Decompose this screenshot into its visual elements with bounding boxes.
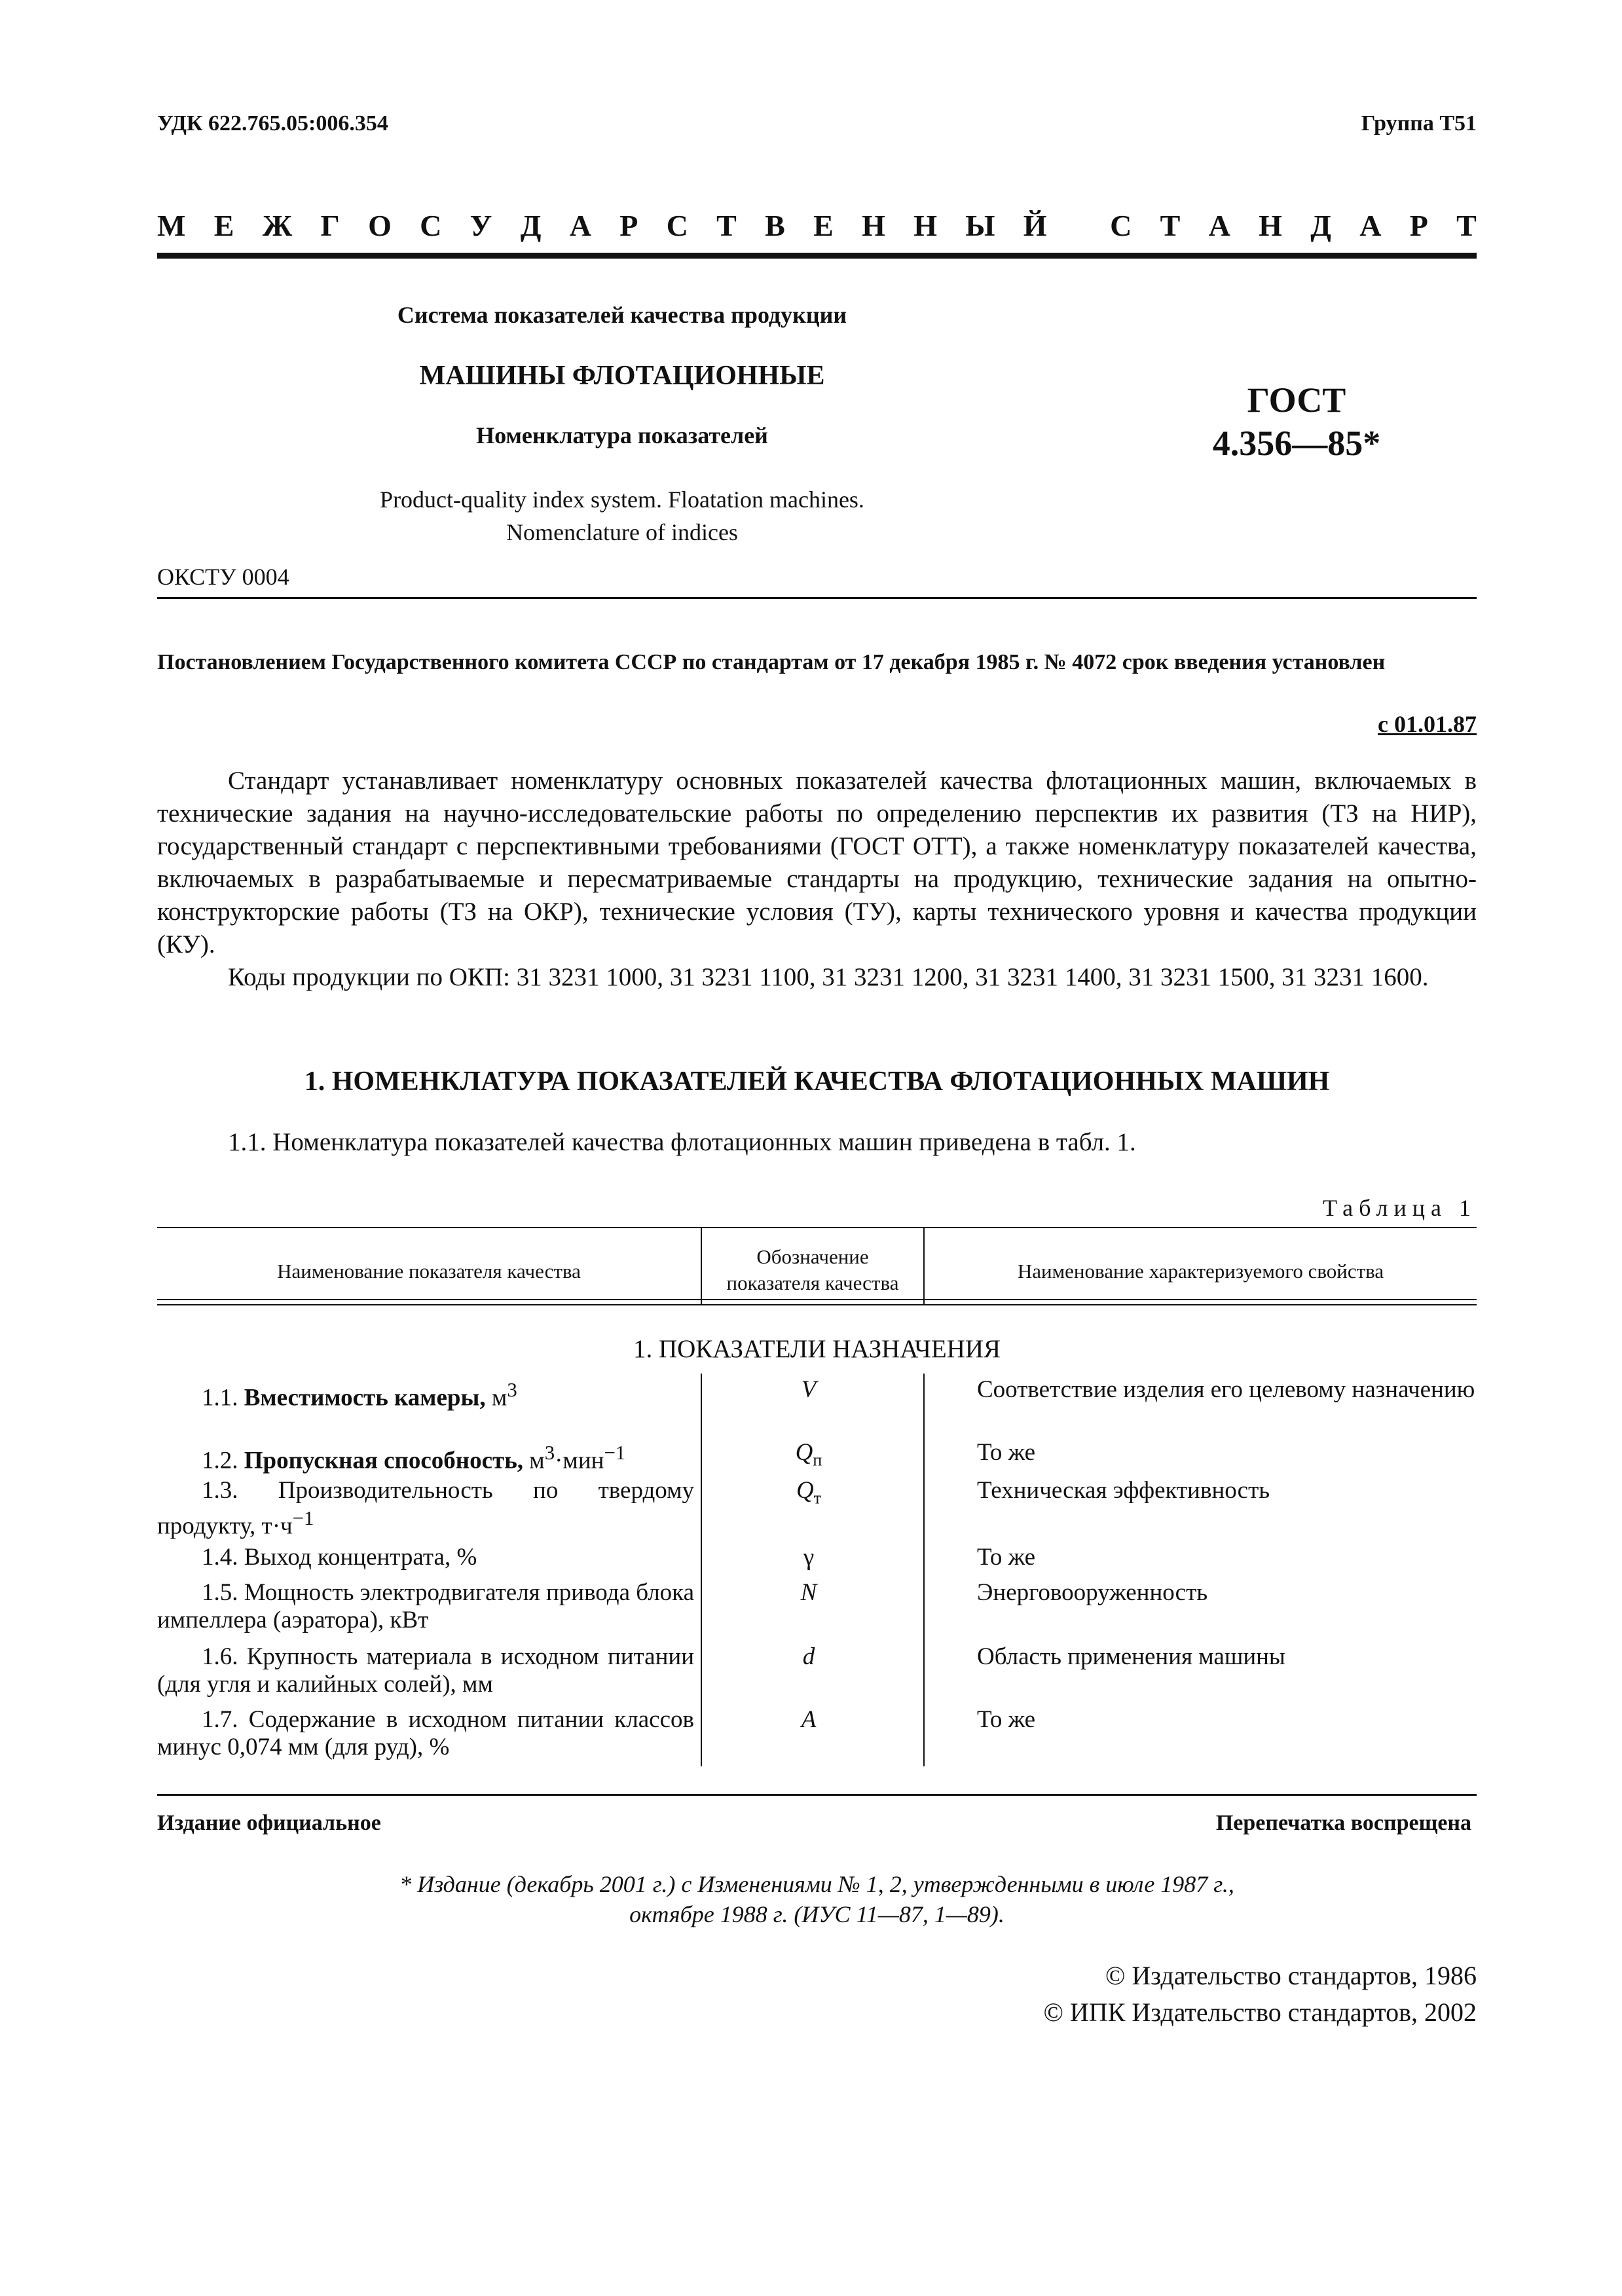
intro-paragraph: Стандарт устанавливает номенклатуру основных показателей качества флотационных машин, включаемых в технические задания на научно-исследовательские работы по определению перспектив их развития (ТЗ на НИР), государственный стандарт с перспективными требованиями (ГОСТ ОТТ), а также номенклатуру показателей качества, включаемых в разрабатываемые и пересматриваемые стандарты на продукцию, технические задания на опытно-конструкторские работы (ТЗ на ОКР), технические условия (ТУ), карты технического уровня и качества продукции (КУ). xyxy=(157,767,1477,958)
banner-letter: Й xyxy=(1023,209,1047,242)
document-subtitle: Номенклатура показателей xyxy=(476,422,768,448)
banner-letter: С xyxy=(666,209,688,242)
copyright-line: © Издательство стандартов, 1986 xyxy=(1105,1961,1477,1990)
udk-code: УДК 622.765.05:006.354 xyxy=(157,111,388,136)
table-column-divider xyxy=(923,1228,925,1304)
banner-letter: С xyxy=(420,209,442,242)
interstate-standard-banner xyxy=(157,208,1477,243)
unit-exponent: −1 xyxy=(604,1442,626,1464)
property-name: Техническая эффективность xyxy=(977,1477,1270,1504)
banner-letter: Ж xyxy=(262,209,293,242)
document-title: МАШИНЫ ФЛОТАЦИОННЫЕ xyxy=(419,361,825,391)
banner-letter: У xyxy=(470,209,492,242)
indicator-name xyxy=(157,1544,694,1571)
gost-label: ГОСТ xyxy=(1247,380,1346,420)
indicator-symbol: d xyxy=(802,1643,815,1670)
banner-letter: Т xyxy=(716,209,737,242)
indicator-label: Крупность материала в исходном питании (для угля и калийных солей), мм xyxy=(157,1643,695,1698)
banner-letter: Д xyxy=(520,209,542,242)
footer-rule xyxy=(157,1794,1477,1796)
indicator-label: Содержание в исходном питании классов минус 0,074 мм (для руд), % xyxy=(157,1706,694,1760)
oksty-code: ОКСТУ 0004 xyxy=(157,564,289,590)
row-number: 1.4. xyxy=(202,1544,238,1571)
table-header-rule xyxy=(157,1299,1477,1300)
table-label: Таблица 1 xyxy=(1323,1195,1477,1221)
column-header-code xyxy=(702,1244,923,1296)
row-number: 1.2. xyxy=(202,1447,238,1474)
indicator-name xyxy=(157,1439,694,1474)
indicator-unit: м xyxy=(523,1447,545,1474)
indicator-symbol xyxy=(701,1439,917,1474)
column-header-code-line: показателя качества xyxy=(726,1271,899,1294)
banner-letter: Г xyxy=(320,209,340,242)
symbol-subscript: т xyxy=(813,1488,822,1508)
banner-letter: О xyxy=(368,209,392,242)
banner-letter: Е xyxy=(213,209,234,242)
banner-letter: Т xyxy=(1456,209,1477,242)
okp-codes-paragraph: Коды продукции по ОКП: 31 3231 1000, 31 3231 1100, 31 3231 1200, 31 3231 1400, 31 3231 1500, 31 3231 1600. xyxy=(228,963,1429,991)
property-name: То же xyxy=(977,1439,1036,1466)
property-name: То же xyxy=(977,1544,1036,1571)
banner-letter: В xyxy=(765,209,785,242)
copyright-block xyxy=(1044,1958,1477,2031)
row-number: 1.3. xyxy=(202,1477,238,1504)
header-rule xyxy=(157,253,1477,259)
unit-exponent: 3 xyxy=(544,1442,555,1464)
indicator-label: Вместимость камеры, xyxy=(244,1384,486,1412)
symbol-letter: Q xyxy=(796,1477,814,1504)
table-subheading: 1. ПОКАЗАТЕЛИ НАЗНАЧЕНИЯ xyxy=(633,1335,1001,1363)
table-column-divider xyxy=(701,1228,702,1304)
banner-letter: Ы xyxy=(965,209,995,242)
property-name: Соответствие изделия его целевому назначению xyxy=(977,1376,1475,1403)
property-name: То же xyxy=(977,1706,1036,1733)
indicator-symbol xyxy=(701,1477,917,1512)
copyright-line: © ИПК Издательство стандартов, 2002 xyxy=(1043,1997,1477,2027)
banner-letter: А xyxy=(1359,209,1382,242)
column-header-code-line: Обозначение xyxy=(756,1245,869,1268)
property-name: Область применения машины xyxy=(977,1643,1285,1670)
section-heading: 1. НОМЕНКЛАТУРА ПОКАЗАТЕЛЕЙ КАЧЕСТВА ФЛОТАЦИОННЫХ МАШИН xyxy=(304,1066,1330,1097)
banner-letter: Н xyxy=(913,209,937,242)
banner-letter: С xyxy=(1110,209,1132,242)
indicator-name xyxy=(157,1643,694,1698)
row-number: 1.6. xyxy=(202,1643,238,1670)
edition-note-line: октябре 1988 г. (ИУС 11—87, 1—89). xyxy=(629,1901,1005,1927)
row-number: 1.1. xyxy=(202,1384,238,1412)
english-title-line: Product-quality index system. Floatation machines. xyxy=(380,486,864,513)
indicator-name xyxy=(157,1376,694,1412)
indicator-label: Производительность по твердому продукту, т·ч xyxy=(157,1477,695,1540)
banner-letter: Н xyxy=(1259,209,1282,242)
banner-letter: Н xyxy=(862,209,885,242)
column-header-property: Наименование характеризуемого свойства xyxy=(1017,1260,1384,1283)
symbol-subscript: п xyxy=(813,1450,822,1470)
decree-text: Постановлением Государственного комитета СССР по стандартам от 17 декабря 1985 г. № 4072 срок введения установлен xyxy=(157,650,1386,674)
banner-letter: Д xyxy=(1310,209,1331,242)
official-edition-label: Издание официальное xyxy=(157,1811,381,1835)
section-text: 1.1. Номенклатура показателей качества флотационных машин приведена в табл. 1. xyxy=(228,1128,1136,1156)
table-column-divider xyxy=(923,1374,925,1766)
banner-letter: Р xyxy=(619,209,638,242)
indicator-name xyxy=(157,1579,694,1634)
table-top-rule xyxy=(157,1227,1477,1228)
indicator-symbol: γ xyxy=(803,1544,815,1571)
edition-note xyxy=(157,1869,1477,1929)
row-number: 1.5. xyxy=(202,1579,238,1606)
indicator-symbol: A xyxy=(801,1706,817,1733)
property-name: Энерговооруженность xyxy=(977,1579,1208,1606)
system-title: Система показателей качества продукции xyxy=(397,302,847,328)
indicator-name xyxy=(157,1477,694,1540)
title-rule xyxy=(157,597,1477,599)
column-header-name: Наименование показателя качества xyxy=(277,1260,581,1283)
symbol-letter: Q xyxy=(795,1439,813,1466)
indicator-symbol: V xyxy=(801,1376,817,1403)
indicator-label: Мощность электродвигателя привода блока импеллера (аэратора), кВт xyxy=(157,1579,694,1633)
group-code: Группа Т51 xyxy=(1361,111,1477,136)
banner-letter: Е xyxy=(813,209,834,242)
banner-letter: М xyxy=(157,209,186,242)
indicator-name xyxy=(157,1706,694,1761)
indicator-unit: м xyxy=(485,1384,507,1412)
indicator-unit: ·мин xyxy=(555,1447,604,1474)
english-title-line: Nomenclature of indices xyxy=(506,519,738,545)
gost-code: 4.356—85* xyxy=(1212,424,1381,463)
banner-letter: Р xyxy=(1409,209,1428,242)
row-number: 1.7. xyxy=(202,1706,238,1733)
banner-letter: А xyxy=(1208,209,1230,242)
effective-date: с 01.01.87 xyxy=(1378,711,1477,737)
edition-note-line: * Издание (декабрь 2001 г.) с Изменениями № 1, 2, утвержденными в июле 1987 г., xyxy=(399,1871,1234,1897)
table-header-rule-double xyxy=(157,1304,1477,1305)
gost-number xyxy=(1205,378,1388,465)
english-title xyxy=(288,483,956,549)
indicator-label: Выход концентрата, % xyxy=(244,1544,477,1571)
unit-exponent: −1 xyxy=(292,1507,314,1529)
indicator-label: Пропускная способность, xyxy=(244,1447,524,1474)
unit-exponent: 3 xyxy=(507,1379,517,1401)
reprint-prohibited-label: Перепечатка воспрещена xyxy=(1215,1811,1471,1835)
indicator-symbol: N xyxy=(800,1579,817,1606)
banner-letter: Т xyxy=(1160,209,1181,242)
banner-letter: А xyxy=(569,209,591,242)
